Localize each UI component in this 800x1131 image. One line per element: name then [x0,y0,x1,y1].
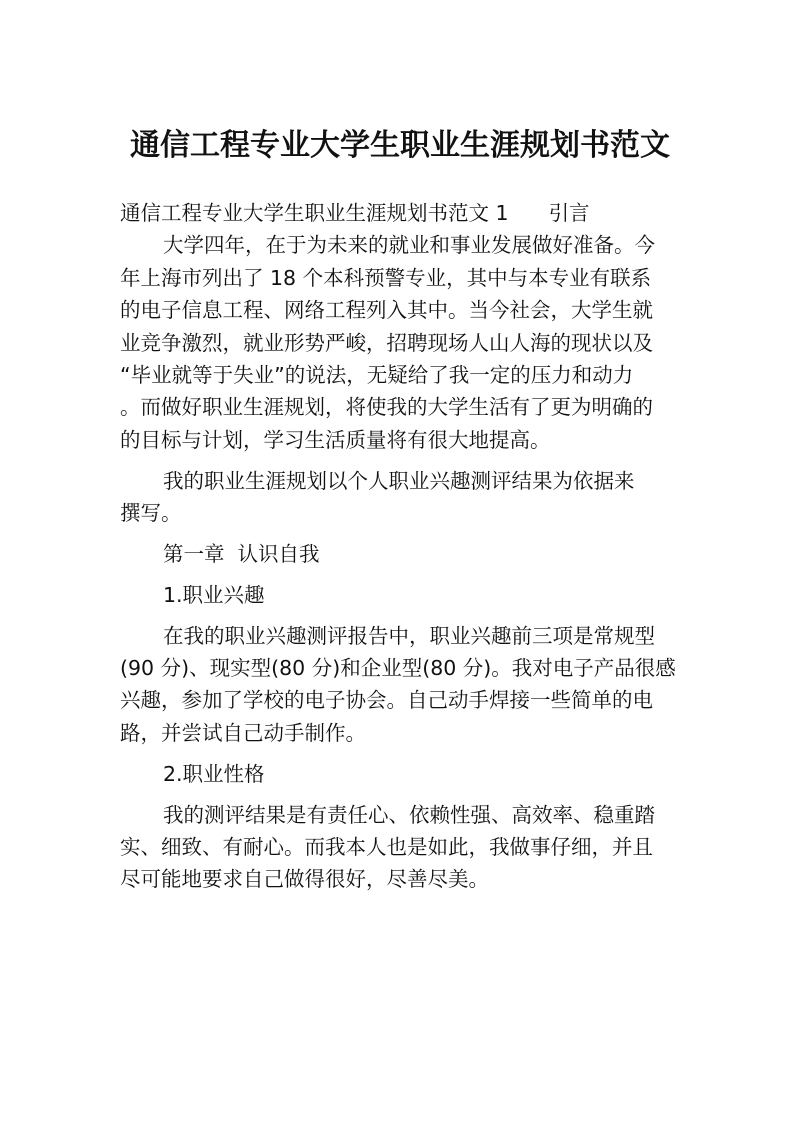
paragraph-spacer [120,570,685,579]
section-heading-interest [120,579,685,611]
paragraph-intro [120,229,685,456]
section-title: 2.职业性格 [163,761,265,786]
subtitle-label: 通信工程专业大学生职业生涯规划书范文 1 [120,201,509,225]
paragraph-interest [120,620,685,750]
section-title: 1.职业兴趣 [163,582,265,607]
paragraph-line: 兴趣，参加了学校的电子协会。自己动手焊接一些简单的电 [120,688,653,713]
paragraph-line: 在我的职业兴趣测评报告中，职业兴趣前三项是常规型 [163,623,655,648]
paragraph-line: 实、细致、有耐心。而我本人也是如此，我做事仔细，并且 [120,835,653,860]
paragraph-line: 尽可能地要求自己做得很好，尽善尽美。 [120,867,489,892]
paragraph-line: 撰写。 [120,501,182,526]
paragraph-spacer [120,611,685,620]
chapter-heading [120,538,685,570]
document-body [120,197,685,896]
paragraph-line: 年上海市列出了 18 个本科预警专业，其中与本专业有联系 [120,265,652,290]
paragraph-line: 。而做好职业生涯规划，将使我的大学生活有了更为明确的 [120,395,653,420]
paragraph-spacer [120,790,685,799]
paragraph-spacer [120,749,685,758]
paragraph-basis [120,465,685,530]
paragraph-line: (90 分)、现实型(80 分)和企业型(80 分)。我对电子产品很感 [120,656,676,681]
paragraph-line: 我的测评结果是有责任心、依赖性强、高效率、稳重踏 [163,802,655,827]
paragraph-spacer [120,529,685,538]
paragraph-line: 的目标与计划，学习生活质量将有很大地提高。 [120,427,551,452]
subtitle-spacer [509,197,549,229]
paragraph-line: 的电子信息工程、网络工程列入其中。当今社会，大学生就 [120,298,653,323]
paragraph-spacer [120,456,685,465]
paragraph-line: 我的职业生涯规划以个人职业兴趣测评结果为依据来 [163,468,635,493]
section-heading-personality [120,758,685,790]
chapter-title: 第一章 认识自我 [163,541,320,566]
document-title: 通信工程专业大学生职业生涯规划书范文 [130,128,670,163]
subtitle-section: 引言 [548,201,590,225]
paragraph-line: 业竞争激烈，就业形势严峻，招聘现场人山人海的现状以及 [120,330,653,355]
paragraph-personality [120,799,685,896]
paragraph-line: 路，并尝试自己动手制作。 [120,720,366,745]
document-subtitle [120,197,685,229]
paragraph-line: “毕业就等于失业”的说法，无疑给了我一定的压力和动力 [120,362,634,387]
paragraph-line: 大学四年，在于为未来的就业和事业发展做好准备。今 [163,233,655,258]
